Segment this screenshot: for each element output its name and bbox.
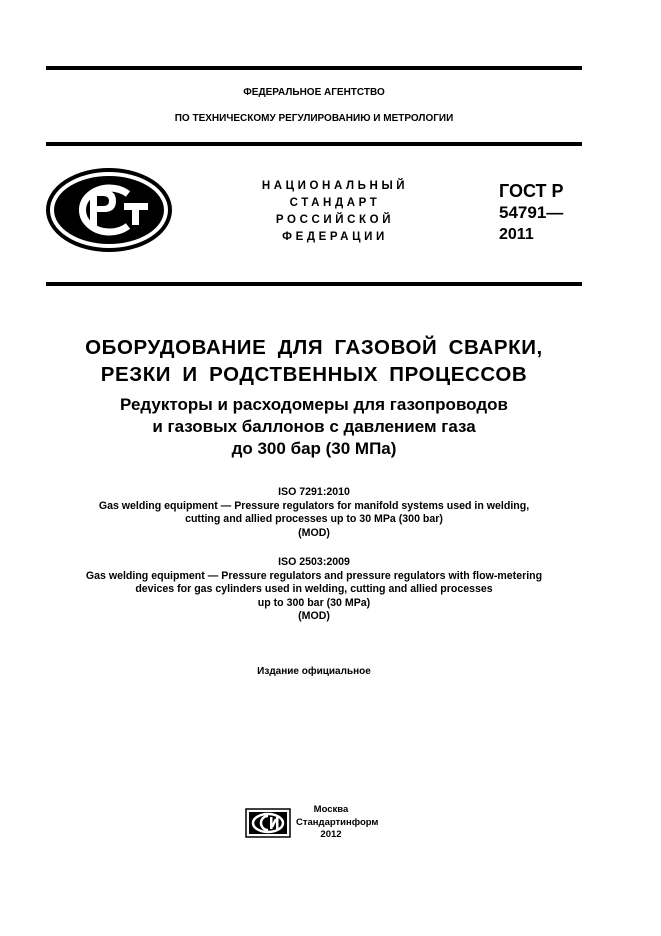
standard-type-line-3: РОССИЙСКОЙ [275, 214, 395, 226]
publisher-info [296, 804, 379, 842]
top-rule [46, 66, 582, 70]
designation-line-3: 2011 [499, 226, 534, 243]
agency-line-2: ПО ТЕХНИЧЕСКОМУ РЕГУЛИРОВАНИЮ И МЕТРОЛОГИИ [174, 113, 454, 124]
iso-code: ISO 2503:2009 [278, 556, 350, 568]
subtitle-line-2: и газовых баллонов с давлением газа [152, 417, 476, 436]
iso-title-line: Gas welding equipment — Pressure regulators for manifold systems used in welding, [98, 499, 530, 512]
designation-line-2: 54791— [499, 203, 564, 222]
iso-title-line: up to 300 bar (30 MPa) [257, 596, 371, 609]
standard-designation [499, 180, 564, 246]
iso-reference [30, 486, 598, 540]
header-rule [46, 142, 582, 146]
iso-title-line: Gas welding equipment — Pressure regulators and pressure regulators with flow-metering [85, 569, 543, 582]
document-subtitle [46, 394, 582, 460]
designation-line-1: ГОСТ Р [499, 181, 564, 201]
standard-type [230, 178, 440, 246]
iso-title-line: devices for gas cylinders used in welding, cutting and allied processes [135, 583, 493, 596]
rst-certification-logo-icon [46, 168, 172, 252]
section-rule [46, 282, 582, 286]
standartinform-logo-icon [245, 808, 291, 838]
iso-mod: (MOD) [298, 526, 330, 539]
publisher-name: Стандартинформ [296, 816, 379, 828]
subtitle-line-3: до 300 бар (30 МПа) [231, 439, 397, 458]
iso-code: ISO 7291:2010 [278, 486, 350, 498]
title-line-2: РЕЗКИ И РОДСТВЕННЫХ ПРОЦЕССОВ [100, 363, 528, 386]
standard-type-line-1: НАЦИОНАЛЬНЫЙ [261, 180, 409, 192]
subtitle-line-1: Редукторы и расходомеры для газопроводов [120, 395, 508, 414]
iso-mod: (MOD) [298, 610, 330, 623]
agency-line-1: ФЕДЕРАЛЬНОЕ АГЕНТСТВО [243, 87, 385, 98]
edition-label: Издание официальное [257, 666, 371, 677]
iso-reference [30, 556, 598, 624]
title-line-1: ОБОРУДОВАНИЕ ДЛЯ ГАЗОВОЙ СВАРКИ, [85, 336, 543, 359]
document-title [46, 334, 582, 388]
standard-type-line-4: ФЕДЕРАЦИИ [282, 231, 388, 243]
publisher-city: Москва [313, 804, 349, 815]
standard-type-line-2: СТАНДАРТ [289, 197, 381, 209]
iso-title-line: cutting and allied processes up to 30 MPa (300 bar) [185, 513, 443, 526]
publisher-year: 2012 [320, 829, 342, 840]
